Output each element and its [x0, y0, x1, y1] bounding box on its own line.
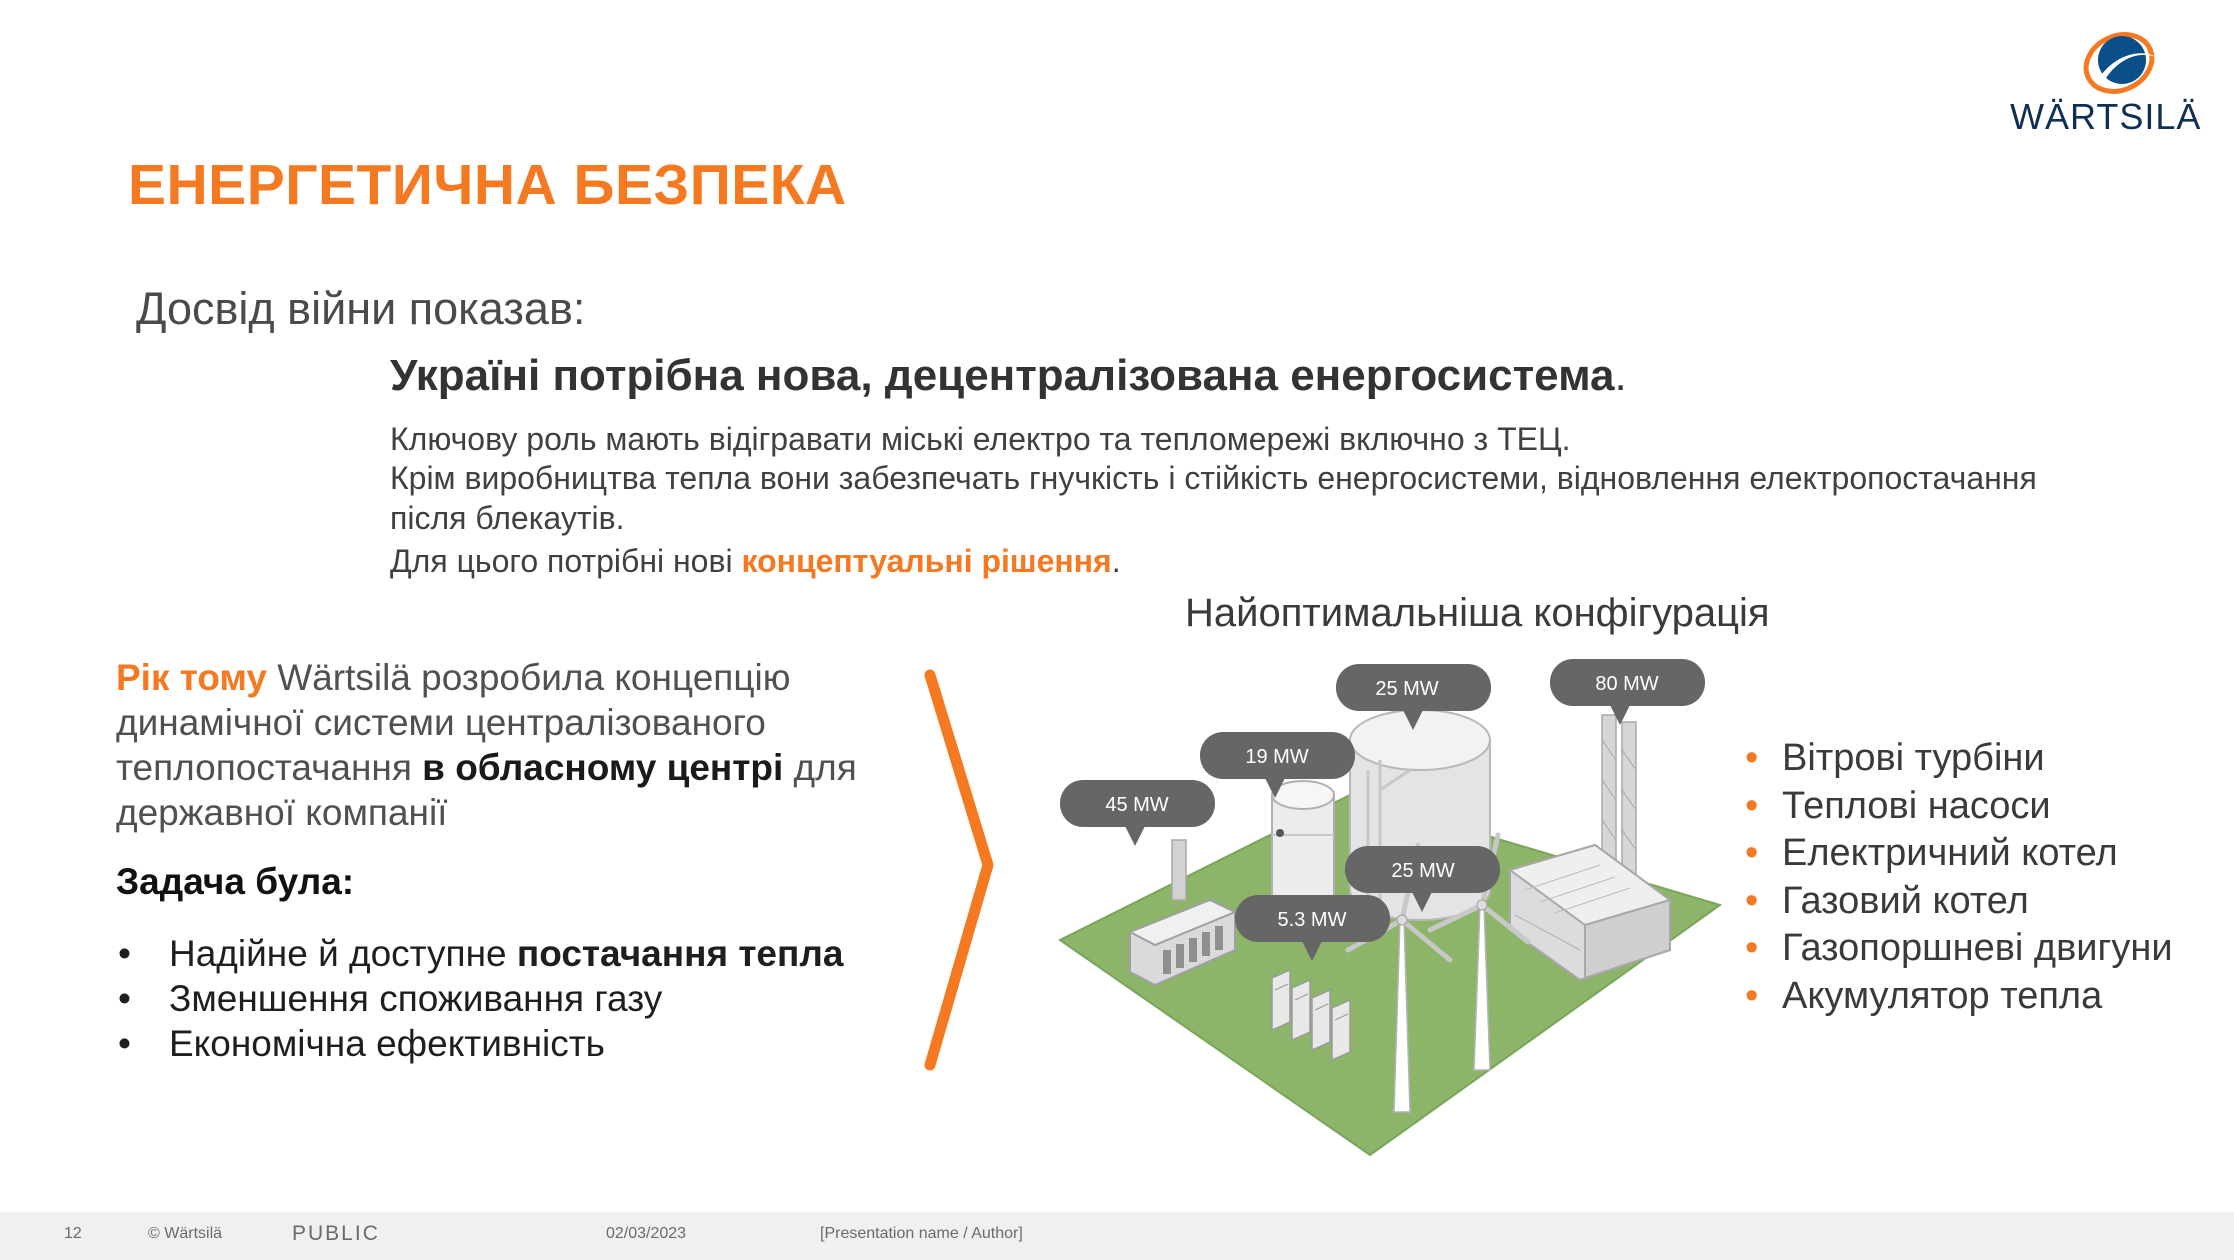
- story-text-1: Wärtsilä розробила концепцію динамічної системи централізованого теплопостачання: [116, 657, 791, 788]
- story-highlight: Рік тому: [116, 657, 267, 698]
- config-title: Найоптимальніша конфігурація: [1185, 591, 1770, 635]
- electric-boiler-tank: [1272, 781, 1334, 909]
- label-heat-storage: 25 MW: [1375, 678, 1439, 700]
- callout-electric-boiler: [1200, 732, 1355, 798]
- option-wind-turbines: • Вітрові турбіни: [1745, 735, 2173, 783]
- wartsila-logo-text: WÄRTSILÄ: [2010, 96, 2202, 137]
- presentation-date: 02/03/2023: [606, 1225, 687, 1242]
- task-item-1-bold: постачання тепла: [516, 933, 844, 974]
- classification-label: PUBLIC: [292, 1222, 380, 1245]
- presentation-name: [Presentation name / Author]: [820, 1225, 1023, 1242]
- story-text-2: для державної компанії: [116, 747, 857, 833]
- headline: [390, 351, 1627, 401]
- headline-bold: Україні потрібна нова, децентралізована енергосистема: [390, 351, 1615, 400]
- task-item-2: • Зменшення споживання газу: [116, 976, 843, 1021]
- chevron-right-icon: [905, 665, 1005, 1075]
- story-bold-center: обласному центрі: [455, 747, 784, 788]
- headline-period: .: [1614, 351, 1627, 400]
- option-heat-pumps: • Теплові насоси: [1745, 783, 2173, 831]
- label-gas-boiler: 80 MW: [1595, 673, 1659, 695]
- paragraph-3-text: Для цього потрібні нові: [390, 543, 742, 579]
- copyright: © Wärtsilä: [148, 1225, 223, 1242]
- story-paragraph: [116, 655, 926, 835]
- task-heading: Задача була:: [116, 861, 355, 902]
- label-gas-engines: 45 MW: [1105, 794, 1169, 816]
- paragraph-1: Ключову роль мають відігравати міські електро та тепломережі включно з ТЕЦ.: [390, 421, 1571, 457]
- paragraph-3: [390, 541, 2090, 581]
- task-item-3: • Економічна ефективність: [116, 1021, 843, 1066]
- option-gas-engines: • Газопоршневі двигуни: [1745, 925, 2173, 973]
- task-item-1-text: Надійне й доступне: [169, 933, 517, 974]
- story-bold-in: в: [422, 747, 445, 788]
- energy-plant-illustration: [1050, 650, 1750, 1165]
- label-electric-boiler: 19 MW: [1245, 746, 1309, 768]
- callout-gas-engines: [1060, 780, 1215, 846]
- story-space: [445, 747, 455, 788]
- option-electric-boiler: • Електричний котел: [1745, 830, 2173, 878]
- callout-gas-boiler: [1550, 659, 1705, 725]
- option-list: [1745, 735, 2173, 1020]
- option-heat-storage: • Акумулятор тепла: [1745, 973, 2173, 1021]
- intro-text: Досвід війни показав:: [136, 283, 586, 334]
- slide-title: ЕНЕРГЕТИЧНА БЕЗПЕКА: [128, 153, 847, 217]
- label-heat-pumps: 5.3 MW: [1277, 909, 1347, 931]
- task-item-1: [116, 931, 843, 976]
- paragraph-3-end: .: [1111, 543, 1121, 579]
- label-wind-turbines: 25 MW: [1391, 860, 1455, 882]
- paragraph-3-highlight: концептуальні рішення: [741, 543, 1112, 579]
- option-gas-boiler: • Газовий котел: [1745, 878, 2173, 926]
- paragraph-2: Крім виробництва тепла вони забезпечать гнучкість і стійкість енергосистеми, відновлення електропостачання після блекаутів.: [390, 460, 2037, 536]
- page-number: 12: [64, 1225, 82, 1242]
- wartsila-logo-icon: [2076, 20, 2166, 100]
- task-list: [116, 931, 843, 1066]
